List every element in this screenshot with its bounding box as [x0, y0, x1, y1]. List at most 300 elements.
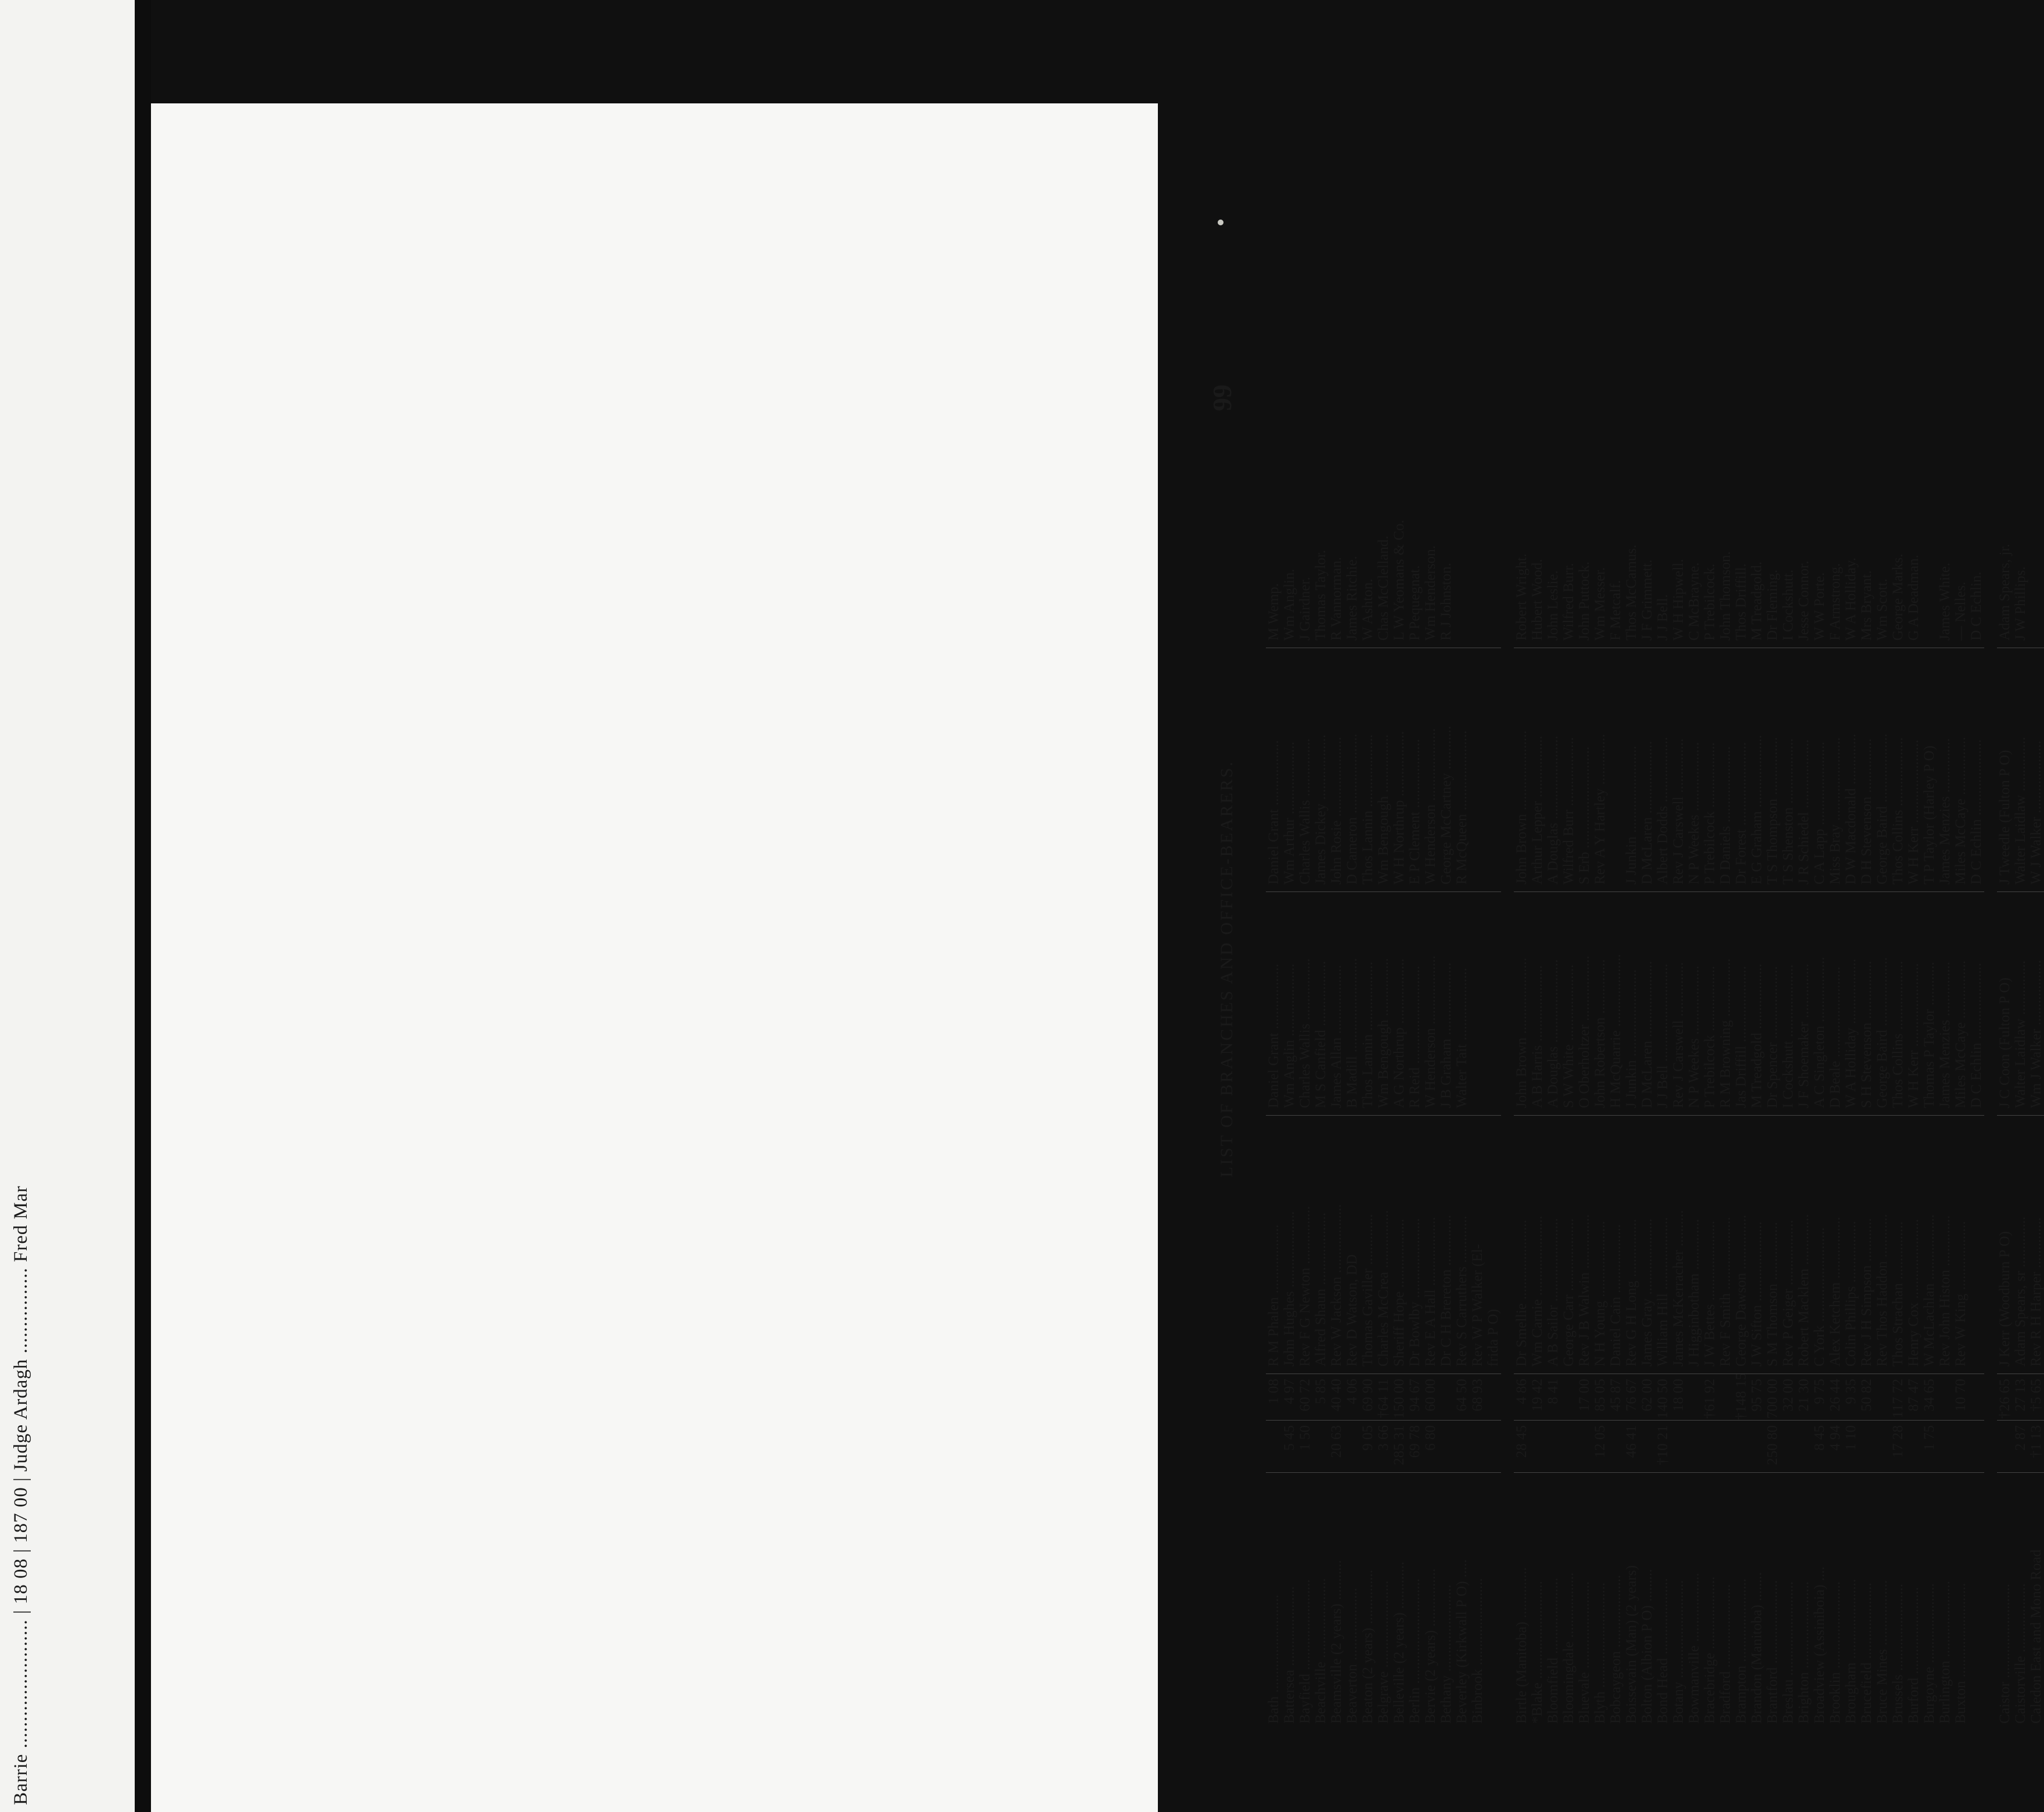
amount-cell: 1 10: [1843, 1421, 1859, 1473]
vice-president-cell: W Henderson ...................: [1423, 892, 1438, 1116]
secretary-cell: T P Taylor (Harley P O): [1921, 648, 1937, 892]
amount-cell: [1561, 1421, 1577, 1473]
table-row: [1329, 214, 1344, 1724]
amount-cell: 2 87: [2013, 1421, 2028, 1473]
table-row: [1344, 214, 1360, 1724]
amount-cell: 20 63: [1329, 1421, 1344, 1473]
table-row: [1812, 214, 1827, 1724]
table-row: [1282, 214, 1297, 1724]
president-cell: Colin Phillips .................: [1843, 1116, 1859, 1374]
treasurer-cell: L W Yeomans & Co.: [1391, 346, 1407, 648]
vice-president-cell: J Junkin ........................: [1624, 892, 1639, 1116]
secretary-cell: John Brown ......................: [1514, 648, 1530, 892]
amount-cell: 117 72: [1890, 1374, 1906, 1421]
table-row: [1686, 214, 1702, 1724]
secretary-cell: J Tweedle (Fulton P O): [1997, 648, 2013, 892]
place-cell: Birtle (Manitoba) ..............: [1514, 1567, 1530, 1724]
place-cell: *Blake ...........................: [1530, 1581, 1545, 1724]
vice-president-cell: Thomas P Taylor ............: [1921, 892, 1937, 1116]
amount-cell: [1796, 1421, 1812, 1473]
table-row: [1843, 214, 1859, 1724]
vice-president-cell: M S Canfield ..................: [1313, 892, 1329, 1116]
treasurer-cell: — Nelles.: [1953, 346, 1969, 648]
president-cell: J W Sifton ......................: [1749, 1116, 1765, 1374]
place-cell: Broadview (Assiniboia) ....: [1812, 1566, 1827, 1724]
amount-cell: 5 45: [1282, 1421, 1297, 1473]
amount-cell: 60 72: [1297, 1374, 1313, 1421]
book-gutter: [135, 0, 151, 1812]
treasurer-cell: John Puttock.: [1577, 346, 1592, 648]
table-row: [1733, 214, 1749, 1724]
place-cell: Brantford .......................: [1765, 1580, 1780, 1724]
treasurer-cell: P Pequegnat.: [1407, 346, 1423, 648]
president-cell: J Higginbotham ..............: [1686, 1116, 1702, 1374]
amount-cell: 34 65: [1921, 1374, 1937, 1421]
president-cell: S M Thomson ................: [1765, 1116, 1780, 1374]
treasurer-cell: M Treadgold.: [1749, 346, 1765, 648]
secretary-cell: D Daniels .....................: [1718, 648, 1733, 892]
president-cell: J Kerr (Woodburn P O): [1997, 1116, 2013, 1374]
secretary-cell: [1608, 648, 1624, 892]
amount-cell: [1608, 1421, 1624, 1473]
treasurer-cell: P Trebilcock.: [1702, 346, 1718, 648]
table-row: [1997, 214, 2013, 1724]
table-row: [1624, 214, 1639, 1724]
president-cell: Rev S Carruthers .............: [1454, 1116, 1470, 1374]
amount-cell: [1639, 1421, 1655, 1473]
vice-president-cell: [1485, 892, 1501, 1116]
amount-cell: 21 30: [1796, 1374, 1812, 1421]
vice-president-cell: Wm Anglin ....................: [1282, 892, 1297, 1116]
place-cell: Caistorville ...................: [2013, 1583, 2028, 1724]
table-row: [1780, 214, 1796, 1724]
amount-cell: 9 05: [1360, 1421, 1376, 1473]
place-cell: Brucefield .....................: [1859, 1582, 1874, 1724]
place-cell: Bloomingdale ..................: [1561, 1572, 1577, 1724]
treasurer-cell: Wm Henderson.: [1423, 346, 1438, 648]
vice-president-cell: Dr Spencer ....................: [1765, 892, 1780, 1116]
place-cell: Bradford .......................: [1718, 1584, 1733, 1724]
vice-president-cell: J B Graham ....................: [1438, 892, 1454, 1116]
secretary-cell: E P Clement ...................: [1407, 648, 1423, 892]
secretary-cell: D C Echlin .....................: [1969, 648, 1984, 892]
president-cell: James Gray .....................: [1639, 1116, 1655, 1374]
amount-cell: †64 11: [1376, 1374, 1391, 1421]
amount-cell: [1780, 1421, 1796, 1473]
vice-president-cell: W A Holliday ..................: [1843, 892, 1859, 1116]
treasurer-cell: J F Grimmett.: [1639, 346, 1655, 648]
amount-cell: 1 75: [1921, 1421, 1937, 1473]
table-row: [1514, 214, 1530, 1724]
treasurer-cell: Wilfred Burr.: [1561, 346, 1577, 648]
amount-cell: †5 65: [2028, 1374, 2044, 1421]
table-row: [1718, 214, 1733, 1724]
treasurer-cell: Thos McCamus.: [1624, 346, 1639, 648]
table-row: [1407, 214, 1423, 1724]
table-row: [1561, 214, 1577, 1724]
amount-cell: 4 94: [1827, 1421, 1843, 1473]
amount-cell: †61 92: [1702, 1374, 1718, 1421]
president-cell: Rev J H Simpson ............: [1859, 1116, 1874, 1374]
secretary-cell: [1485, 648, 1501, 892]
vice-president-cell: R M Browning ................: [1718, 892, 1733, 1116]
vice-president-cell: Walter Tait ....................: [1454, 892, 1470, 1116]
treasurer-cell: R Vannorman.: [1329, 346, 1344, 648]
amount-cell: 4 06: [1344, 1374, 1360, 1421]
amount-cell: [1906, 1421, 1921, 1473]
table-row: [1313, 214, 1329, 1724]
table-row: [1577, 214, 1592, 1724]
president-cell: J W Bettes ......................: [1702, 1116, 1718, 1374]
president-cell: frida P O): [1485, 1116, 1501, 1374]
secretary-cell: Rev J Carswell ...............: [1671, 648, 1686, 892]
amount-cell: 10 70: [1953, 1374, 1969, 1421]
treasurer-cell: Wm Messer.: [1592, 346, 1608, 648]
amount-cell: [1577, 1421, 1592, 1473]
vice-president-cell: A C Singleton ..................: [1812, 892, 1827, 1116]
amount-cell: [1969, 1421, 1984, 1473]
treasurer-cell: John Leslie.: [1545, 346, 1561, 648]
treasurer-cell: W W Porte.: [1812, 346, 1827, 648]
president-cell: Rev P Geiger ..................: [1780, 1116, 1796, 1374]
table-row: [1376, 214, 1391, 1724]
place-cell: Beaton (2 years) ...............: [1360, 1569, 1376, 1724]
amount-cell: 8 45: [1812, 1421, 1827, 1473]
place-cell: Bluevale ........................: [1577, 1581, 1592, 1724]
treasurer-cell: Dr Fleming.: [1765, 346, 1780, 648]
vice-president-cell: M Treadgold ..................: [1749, 892, 1765, 1116]
president-cell: Adam Spears, sr ..............: [2013, 1116, 2028, 1374]
place-cell: Battersea ......................: [1282, 1586, 1297, 1724]
amount-cell: [1702, 1421, 1718, 1473]
vice-president-cell: S W White .....................: [1561, 892, 1577, 1116]
treasurer-cell: F Armstrong.: [1827, 346, 1843, 648]
vice-president-cell: James Menzies ...............: [1937, 892, 1953, 1116]
treasurer-cell: Jesse Connor.: [1796, 346, 1812, 648]
amount-cell: 85 05: [1592, 1374, 1608, 1421]
president-cell: Rev E A Hall ...................: [1423, 1116, 1438, 1374]
vice-president-cell: D McLaren .....................: [1639, 892, 1655, 1116]
treasurer-cell: J W Phillips.: [2013, 346, 2028, 648]
president-cell: William Hill ....................: [1655, 1116, 1671, 1374]
table-row: [1953, 214, 1969, 1724]
amount-cell: [1313, 1421, 1329, 1473]
vice-president-cell: A G Northrup ..................: [1391, 892, 1407, 1116]
place-cell: Beaverton ....................: [1344, 1588, 1360, 1724]
amount-cell: 28 45: [1514, 1421, 1530, 1473]
amount-cell: 4 97: [1282, 1374, 1297, 1421]
amount-cell: [1561, 1374, 1577, 1421]
amount-cell: 95 75: [1749, 1374, 1765, 1421]
amount-cell: †10 21: [1655, 1421, 1671, 1473]
table-row: [1671, 214, 1686, 1724]
amount-cell: [1953, 1421, 1969, 1473]
place-cell: Beachville ......................: [1313, 1578, 1329, 1724]
vice-president-cell: J J Bell ...........................: [1655, 892, 1671, 1116]
place-cell: Brougham ......................: [1843, 1579, 1859, 1724]
amount-cell: [1344, 1421, 1360, 1473]
vice-president-cell: I Cockshutt ....................: [1780, 892, 1796, 1116]
secretary-cell: T S Thompson ................: [1765, 648, 1780, 892]
amount-cell: [1454, 1421, 1470, 1473]
amount-cell: 5 85: [1313, 1374, 1329, 1421]
amount-cell: 87 47: [1906, 1374, 1921, 1421]
vice-president-cell: A B Harris .....................: [1530, 892, 1545, 1116]
secretary-cell: George McCartney ............: [1438, 648, 1454, 892]
amount-cell: †1 13: [2028, 1421, 2044, 1473]
secretary-cell: Albert Dodds ..................: [1655, 648, 1671, 892]
secretary-cell: C A Lapp .......................: [1812, 648, 1827, 892]
place-cell: Bloomfield .....................: [1545, 1577, 1561, 1724]
vice-president-cell: N P Weekes ...................: [1686, 892, 1702, 1116]
amount-cell: [1686, 1374, 1702, 1421]
place-cell: Blyth .............................: [1592, 1582, 1608, 1724]
president-cell: Rev D Watson, DD: [1344, 1116, 1360, 1374]
vice-president-cell: J F Shoemaker ...............: [1796, 892, 1812, 1116]
president-cell: [1969, 1116, 1984, 1374]
treasurer-cell: D C Echlin.: [1969, 346, 1984, 648]
president-cell: Alex Ketchem .................: [1827, 1116, 1843, 1374]
place-cell: Berlin .............................: [1407, 1579, 1423, 1724]
table-row: [1937, 214, 1953, 1724]
vice-president-cell: Miles McCaye ................: [1953, 892, 1969, 1116]
president-cell: Thomas Gaviller ..............: [1360, 1116, 1376, 1374]
vice-president-cell: James Allan ...................: [1329, 892, 1344, 1116]
treasurer-cell: Thos Driffill.: [1733, 346, 1749, 648]
amount-cell: 19 42: [1530, 1374, 1545, 1421]
secretary-cell: D H Stevenson ...............: [1859, 648, 1874, 892]
paper-speck: [1218, 220, 1223, 225]
secretary-cell: S Erb ............................: [1577, 648, 1592, 892]
treasurer-cell: Robert Wright.: [1514, 346, 1530, 648]
secretary-cell: N P Weekes ...................: [1686, 648, 1702, 892]
amount-cell: 1 50: [1297, 1421, 1313, 1473]
left-page-rotated: [0, 0, 135, 1812]
president-cell: George Carr ....................: [1561, 1116, 1577, 1374]
secretary-cell: D W Macdonald ..............: [1843, 648, 1859, 892]
secretary-cell: Wilfred Burr ...................: [1561, 648, 1577, 892]
amount-cell: [1485, 1421, 1501, 1473]
president-cell: Rev W King ...................: [1953, 1116, 1969, 1374]
president-cell: Sheriff Hope ...................: [1391, 1116, 1407, 1374]
place-cell: Burlington .....................: [1937, 1581, 1953, 1724]
table-row: [2028, 214, 2044, 1724]
table-row: [1796, 214, 1812, 1724]
treasurer-cell: Hubert Wood.: [1530, 346, 1545, 648]
president-cell: W McLachlan ..................: [1921, 1116, 1937, 1374]
president-cell: John Hughes .....................: [1282, 1116, 1297, 1374]
secretary-cell: Walter Laidlaw ...............: [2013, 648, 2028, 892]
vice-president-cell: J C Coon (Fulton P O): [1997, 892, 2013, 1116]
secretary-cell: P Trebilcock ..................: [1702, 648, 1718, 892]
president-cell: Rev W Jackson ...................: [1329, 1116, 1344, 1374]
amount-cell: 4 86: [1514, 1374, 1530, 1421]
amount-cell: 8 41: [1545, 1374, 1561, 1421]
place-cell: Bond Head .....................: [1655, 1578, 1671, 1724]
amount-cell: 3 66: [1376, 1421, 1391, 1473]
page-header: [1203, 214, 1255, 1724]
treasurer-cell: James White.: [1937, 346, 1953, 648]
table-row: [1438, 214, 1454, 1724]
vice-president-cell: D C Echlin .....................: [1969, 892, 1984, 1116]
secretary-cell: W H Northrup ..................: [1391, 648, 1407, 892]
treasurer-cell: J J Bell.: [1655, 346, 1671, 648]
treasurer-cell: J Gairdner.: [1297, 346, 1313, 648]
vice-president-cell: P Trebilcock ..................: [1702, 892, 1718, 1116]
amount-cell: 40 40: [1329, 1374, 1344, 1421]
place-cell: Bruce Mines ..................: [1874, 1580, 1890, 1724]
place-cell: Brampton .......................: [1733, 1579, 1749, 1724]
vice-president-cell: Thos Collins ...................: [1890, 892, 1906, 1116]
place-cell: Caledon East and Mono Road: [2028, 1549, 2044, 1724]
president-cell: Rev Thos Haddon ............: [1874, 1116, 1890, 1374]
secretary-cell: D McLaren ....................: [1639, 648, 1655, 892]
vice-president-cell: Wm J Walker ..................: [2028, 892, 2044, 1116]
vice-president-cell: George Baird ...................: [1874, 892, 1890, 1116]
table-row: [1765, 214, 1780, 1724]
treasurer-cell: Mrs Bryant.: [1859, 346, 1874, 648]
amount-cell: [1937, 1374, 1953, 1421]
treasurer-cell: [1454, 346, 1470, 648]
treasurer-cell: Wm Scott.: [1874, 346, 1890, 648]
place-cell: Boissevain (Man) (2 years): [1624, 1565, 1639, 1724]
amount-cell: 45 87: [1608, 1374, 1624, 1421]
left-page-text: Barrie ........................ | 18 08 | 187 00 | Judge Ardagh ................ Fred Mar: [10, 1185, 31, 1805]
amount-cell: [1969, 1374, 1984, 1421]
president-cell: Dr C H Brereton ..............: [1438, 1116, 1454, 1374]
group-gap: [1984, 214, 1997, 1724]
table-row: [1266, 214, 1282, 1724]
amount-cell: 27 13: [2013, 1374, 2028, 1421]
place-cell: Brandon (Manitoba) ........: [1749, 1572, 1765, 1724]
table-row: [1639, 214, 1655, 1724]
secretary-cell: Charles Wallis ................: [1297, 648, 1313, 892]
president-cell: James McKerracher ..........: [1671, 1116, 1686, 1374]
place-cell: Botany ...........................: [1671, 1580, 1686, 1724]
vice-president-cell: John Robertson ...............: [1592, 892, 1608, 1116]
treasurer-cell: [1470, 346, 1485, 648]
place-cell: Binbrook ........................: [1470, 1578, 1485, 1724]
secretary-cell: W Henderson ....................: [1423, 648, 1438, 892]
amount-cell: 6 80: [1423, 1421, 1438, 1473]
president-cell: Rev F G Newton ................: [1297, 1116, 1313, 1374]
treasurer-cell: F Metcalf.: [1608, 346, 1624, 648]
secretary-cell: W H Kerr .......................: [1906, 648, 1921, 892]
amount-cell: 9 35: [1843, 1374, 1859, 1421]
place-cell: Bowmanville ...................: [1686, 1573, 1702, 1724]
amount-cell: 18 00: [1671, 1374, 1686, 1421]
treasurer-cell: W A Holliday.: [1843, 346, 1859, 648]
treasurer-cell: W H Hipwell.: [1671, 346, 1686, 648]
table-row: [1702, 214, 1718, 1724]
vice-president-cell: John Brown .....................: [1514, 892, 1530, 1116]
amount-cell: [1937, 1421, 1953, 1473]
president-cell: Daniel Cain ...................: [1608, 1116, 1624, 1374]
place-cell: Bolton (Albion P O) .........: [1639, 1569, 1655, 1724]
table-row: [1827, 214, 1843, 1724]
vice-president-cell: Jas Driffill .....................: [1733, 892, 1749, 1116]
table-row: [1360, 214, 1376, 1724]
amount-cell: †26 65: [1997, 1374, 2013, 1421]
president-cell: Thos Strachan ................: [1890, 1116, 1906, 1374]
amount-cell: 250 80: [1765, 1421, 1780, 1473]
treasurer-cell: John Thomson.: [1718, 346, 1733, 648]
amount-cell: [1470, 1421, 1485, 1473]
president-cell: Robert Macklem ..............: [1796, 1116, 1812, 1374]
president-cell: Rev J B Walwin ...............: [1577, 1116, 1592, 1374]
secretary-cell: R McQueen ......................: [1454, 648, 1470, 892]
amount-cell: 26 44: [1827, 1374, 1843, 1421]
place-cell: Burford ........................: [1906, 1587, 1921, 1724]
secretary-cell: Thos Lannin ....................: [1360, 648, 1376, 892]
secretary-cell: [1470, 648, 1485, 892]
president-cell: C York ..........................: [1812, 1116, 1827, 1374]
place-cell: Belleville (2 years) .............: [1391, 1561, 1407, 1724]
president-cell: Dr Smellie ......................: [1514, 1116, 1530, 1374]
page-title: LIST OF BRANCHES AND OFFICE-BEARERS.: [1217, 760, 1236, 1178]
amount-cell: [1733, 1421, 1749, 1473]
amount-cell: [1438, 1374, 1454, 1421]
vice-president-cell: Daniel Grant ..................: [1266, 892, 1282, 1116]
amount-cell: †148 15: [1733, 1372, 1749, 1420]
table-row: [1655, 214, 1671, 1724]
treasurer-cell: Adam Spears, jr.: [1997, 346, 2013, 648]
table-row: [1608, 214, 1624, 1724]
place-cell: Bethany ........................: [1438, 1584, 1454, 1724]
amount-cell: 285 31: [1391, 1421, 1407, 1473]
amount-cell: 64 50: [1454, 1374, 1470, 1421]
amount-cell: 69 78: [1407, 1421, 1423, 1473]
president-cell: Rev R H Harper ..............: [2028, 1116, 2044, 1374]
place-cell: Bervie (2 years) ................: [1423, 1568, 1438, 1724]
amount-cell: 17 00: [1577, 1374, 1592, 1421]
place-cell: Beamsville (2 years) ...........: [1329, 1560, 1344, 1724]
president-cell: Henry Cox ......................: [1906, 1116, 1921, 1374]
amount-cell: [1530, 1421, 1545, 1473]
secretary-cell: D Cameron ......................: [1344, 648, 1360, 892]
amount-cell: 150 00: [1391, 1374, 1407, 1421]
amount-cell: [1874, 1374, 1890, 1421]
secretary-cell: T S Shenston ..................: [1780, 648, 1796, 892]
page-number: 99: [1207, 384, 1237, 411]
place-cell: Caistor ..........................: [1997, 1584, 2013, 1724]
place-cell: Bobcaygeon ....................: [1608, 1574, 1624, 1724]
secretary-cell: Arthur Lepper .................: [1530, 648, 1545, 892]
amount-cell: 9 75: [1812, 1374, 1827, 1421]
president-cell: A B Sailor .......................: [1545, 1116, 1561, 1374]
amount-cell: [1997, 1421, 2013, 1473]
president-cell: R M Phalen ...................: [1266, 1116, 1282, 1374]
rotated-content: [1203, 214, 2044, 1724]
place-cell: Brooklin ........................: [1827, 1581, 1843, 1724]
secretary-cell: John Rosie ......................: [1329, 648, 1344, 892]
amount-cell: 46 41: [1624, 1421, 1639, 1473]
president-cell: Charles McCrea ................: [1376, 1116, 1391, 1374]
treasurer-cell: C McBrayne.: [1686, 346, 1702, 648]
branches-table: [1266, 214, 2044, 1724]
vice-president-cell: S H Stevenson ................: [1859, 892, 1874, 1116]
secretary-cell: James Menzies ...............: [1937, 648, 1953, 892]
place-cell: Bayfield .........................: [1297, 1579, 1313, 1724]
treasurer-cell: M Wemp.: [1266, 346, 1282, 648]
table-row: [1423, 214, 1438, 1724]
secretary-cell: Rev A Y Hartley ..............: [1592, 648, 1608, 892]
secretary-cell: Miles McCaye ................: [1953, 648, 1969, 892]
amount-cell: [1438, 1421, 1454, 1473]
amount-cell: 69 90: [1360, 1374, 1376, 1421]
table-row: [1297, 214, 1313, 1724]
president-cell: N H Young .....................: [1592, 1116, 1608, 1374]
